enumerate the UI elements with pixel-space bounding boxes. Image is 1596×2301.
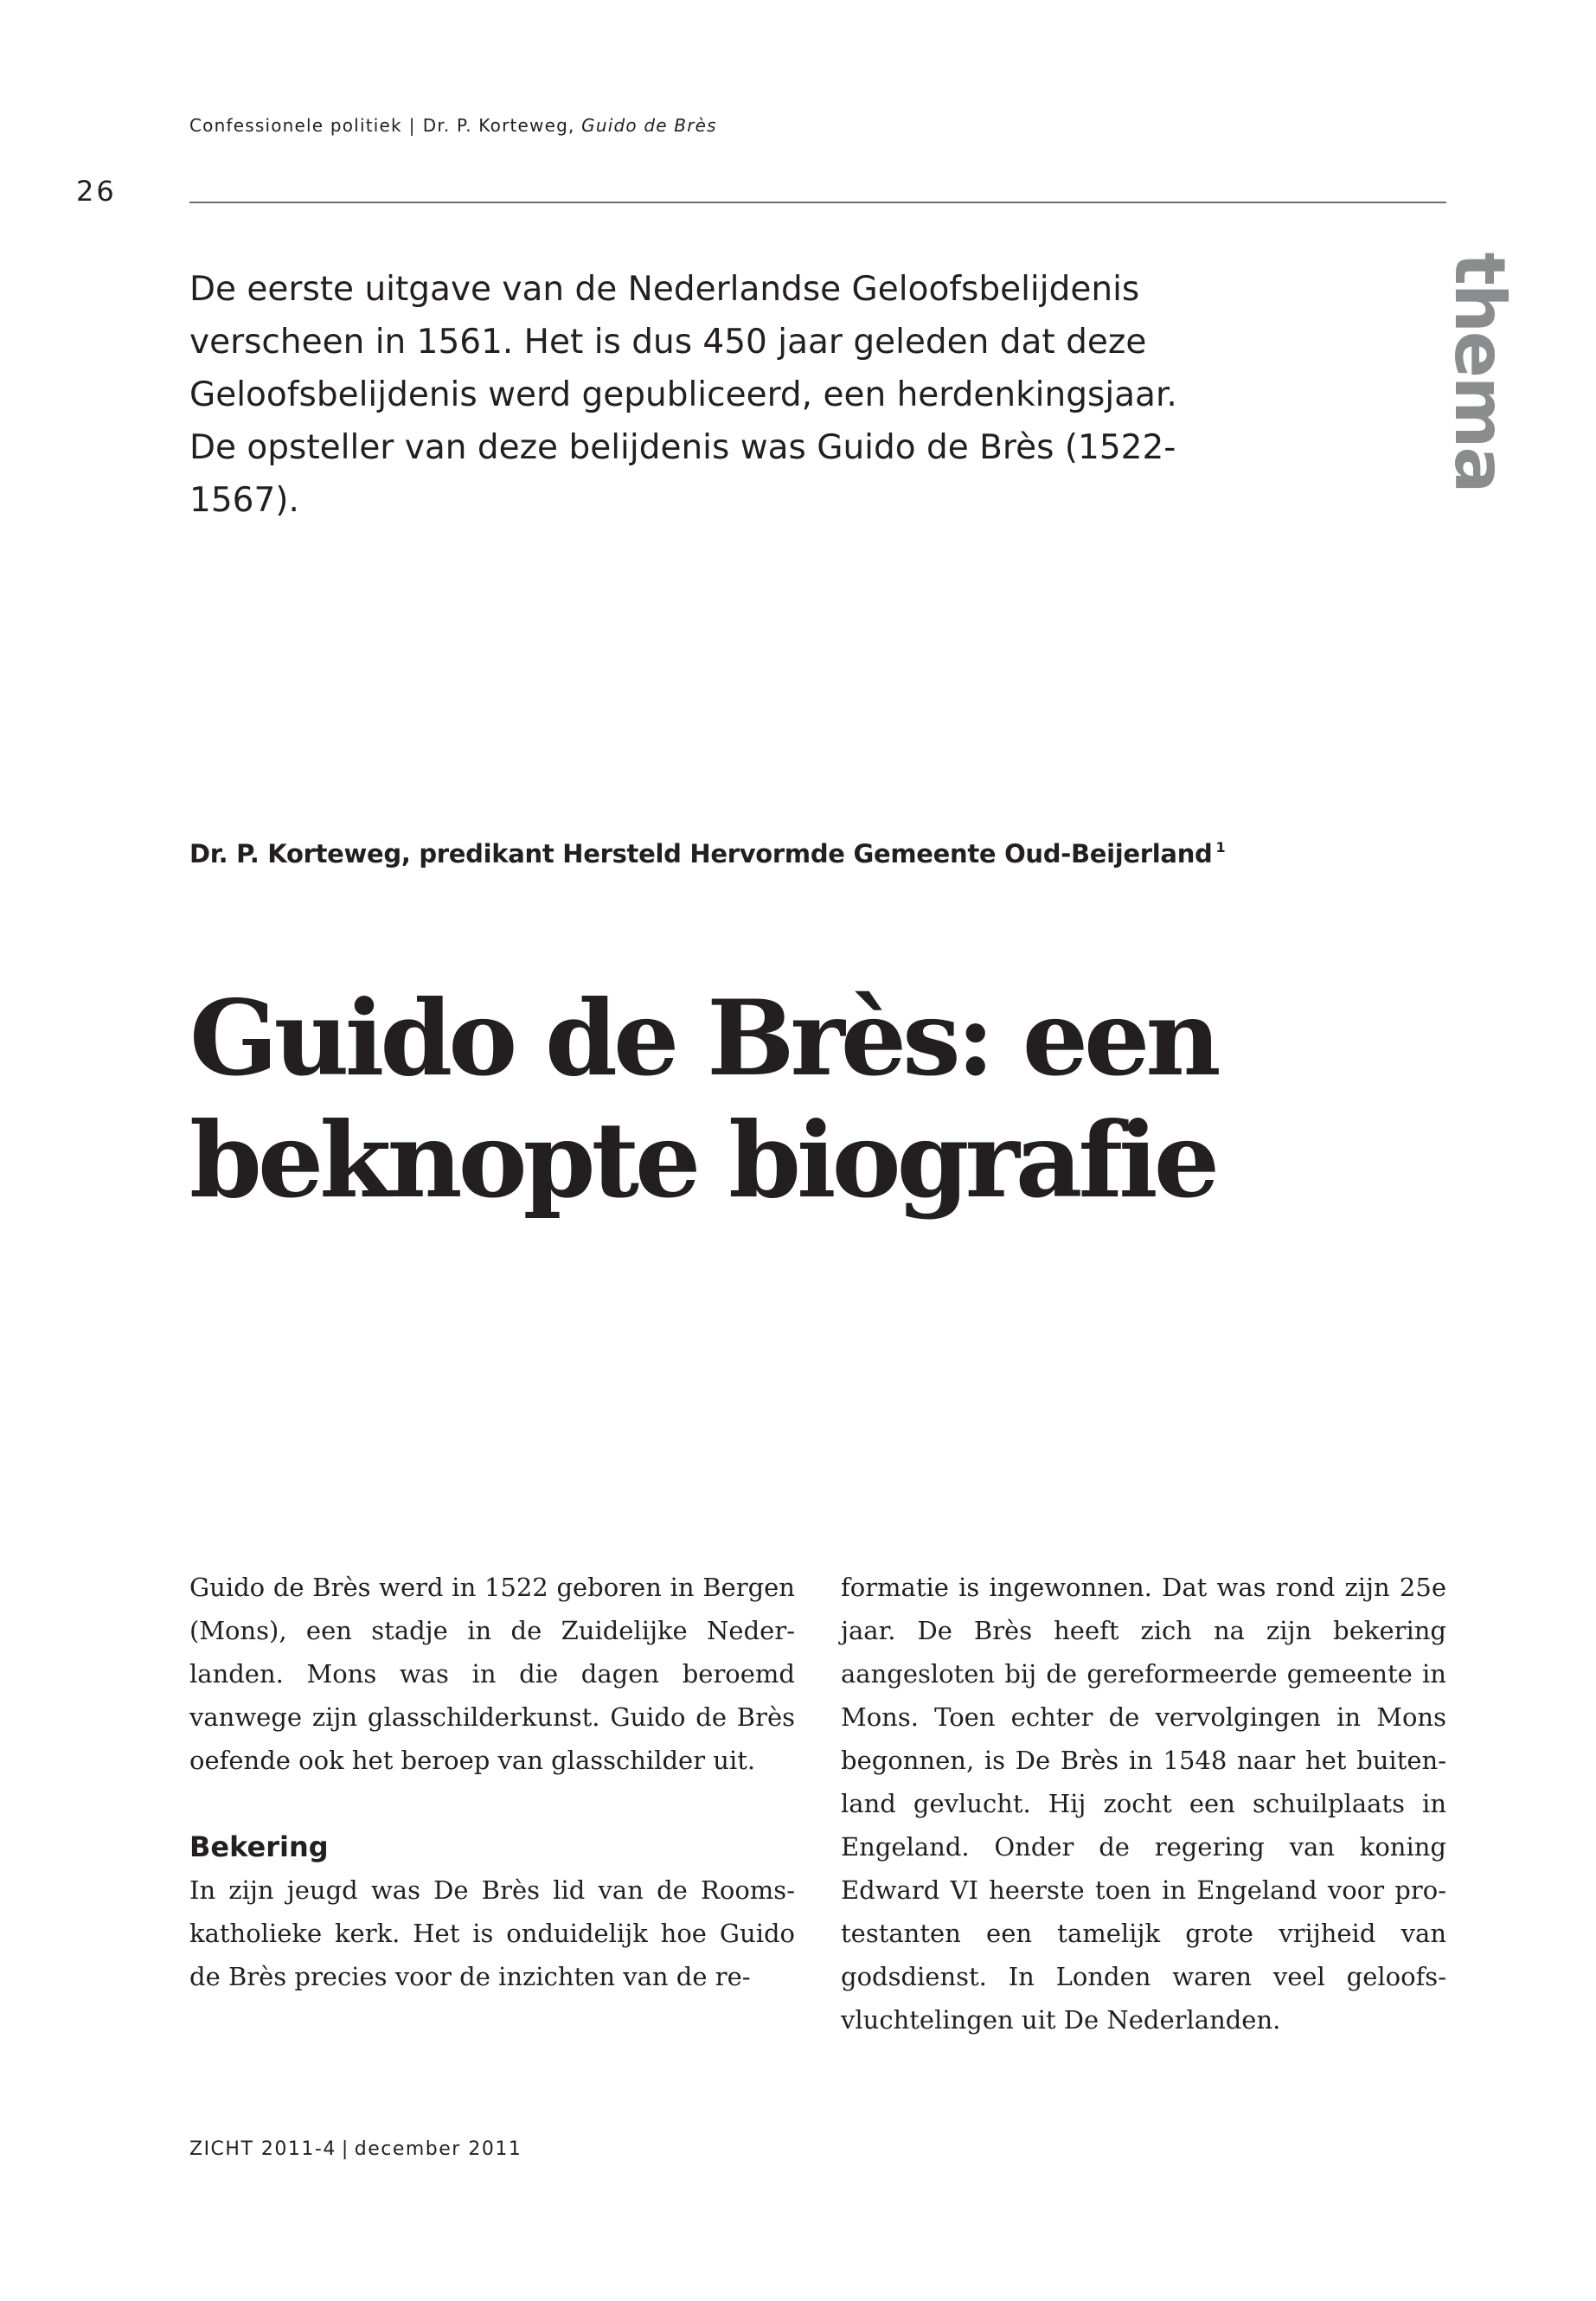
subheading: Bekering [189,1830,329,1863]
footer-journal: ZICHT 2011-4 [189,2138,337,2160]
author-line [189,839,1225,868]
article-title-line-2: beknopte biografie [189,1099,1216,1221]
page-footer [189,2138,522,2160]
body-column-right [841,1566,1446,2041]
body-paragraph: formatie is ingewonnen. Dat was rond zijn 25e jaar. De Brès heeft zich na zijn bekering aangesloten bij de gereformeerde gemeente in Mons. Toen echter de vervolgingen in Mons begonnen, is De Brès in 1548 naar het buitenland gevlucht. Hij zocht een schuilplaats in Engeland. Onder de regering van koning Edward VI heerste toen in Engeland voor protestanten een tamelijk grote vrijheid van godsdienst. In Londen waren veel geloofsvluchtelingen uit De Nederlanden. [841,1573,1446,2035]
running-head [189,115,717,136]
body-paragraph: Guido de Brès werd in 1522 geboren in Bergen (Mons), een stadje in de Zuidelijke Nederlanden. Mons was in die dagen beroemd vanwege zijn glasschilderkunst. Guido de Brès oefende ook het beroep van glasschilder uit. [189,1573,795,1775]
running-head-section: Confessionele politiek [189,115,402,136]
footer-separator: | [341,2138,349,2160]
article-title-line-1: Guido de Brès: een [189,977,1217,1099]
body-column-left [189,1566,795,1998]
footnote-marker: 1 [1215,839,1226,856]
running-head-title: Guido de Brès [581,115,717,136]
running-head-author: Dr. P. Korteweg, [422,115,575,136]
body-paragraph: In zijn jeugd was De Brès lid van de Roomskatholieke kerk. Het is onduidelijk hoe Guido de Brès precies voor de inzichten van de re- [189,1875,795,1991]
header-rule [189,202,1446,203]
article-title [189,977,1401,1221]
running-head-separator: | [408,115,416,136]
section-label: thema [1439,252,1520,492]
intro-paragraph: De eerste uitgave van de Nederlandse Geloofsbelijdenis verscheen in 1561. Het is dus 450 jaar geleden dat deze Geloofsbelijdenis werd gepubliceerd, een herdenkingsjaar. De opsteller van deze belijdenis was Guido de Brès (1522-1567). [189,270,1177,520]
author-text: Dr. P. Korteweg, predikant Hersteld Hervormde Gemeente Oud-Beijerland [189,839,1213,868]
footer-date: december 2011 [354,2138,522,2160]
page-number: 26 [76,175,117,208]
